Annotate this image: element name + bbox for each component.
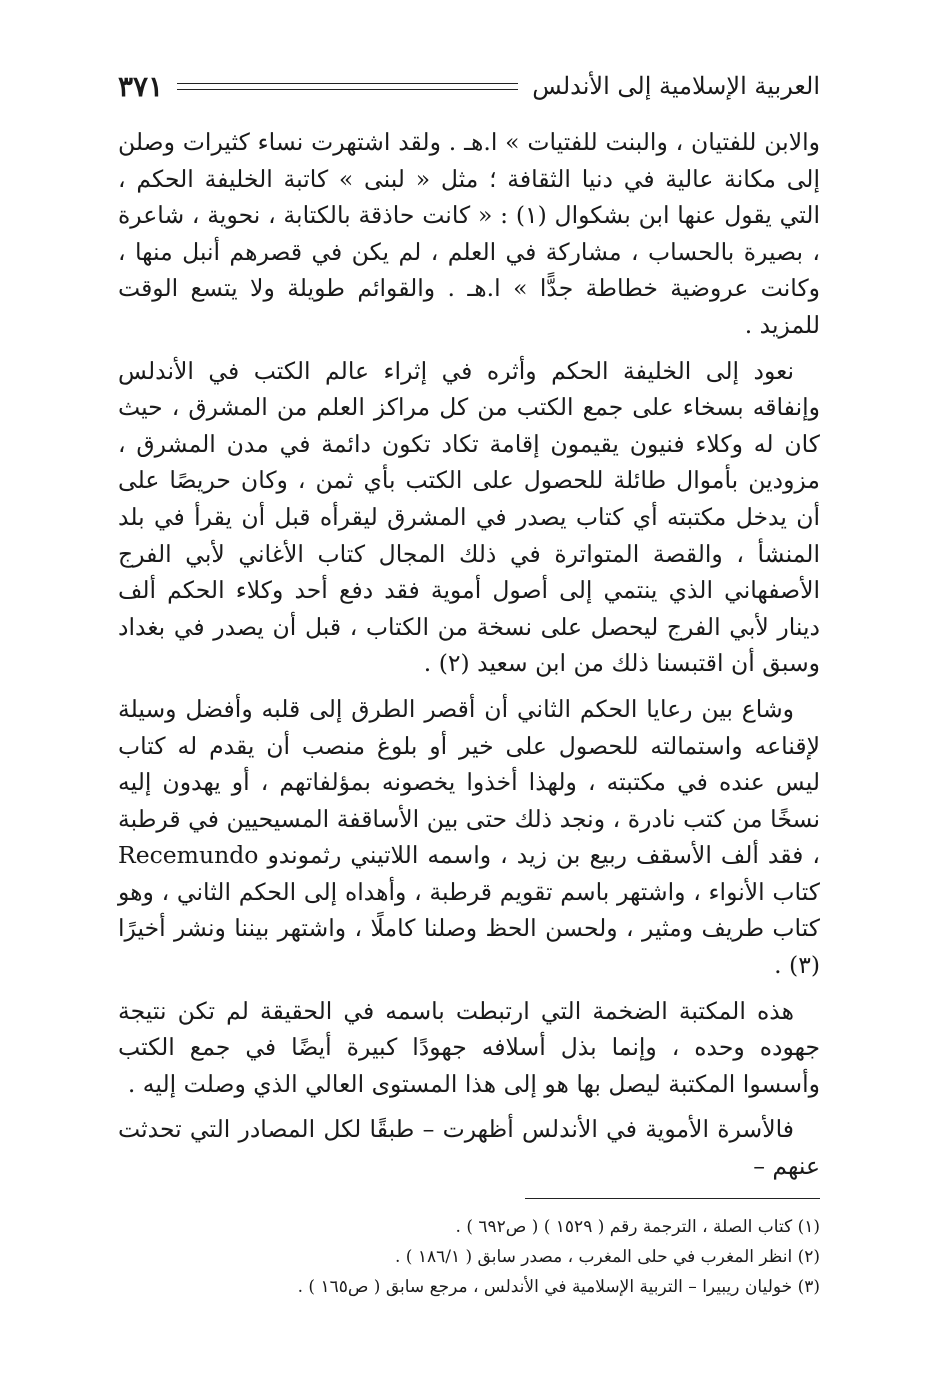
footnote: (٣) خوليان ريبيرا – التربية الإسلامية في الأندلس ، مرجع سابق ( ص١٦٥ ) . [297, 1277, 820, 1297]
page-header [118, 66, 820, 106]
paragraph: وشاع بين رعايا الحكم الثاني أن أقصر الطرق إلى قلبه وأفضل وسيلة لإقناعه واستمالته للحصول على خير أو بلوغ منصب أن يقدم له كتاب ليس عنده في مكتبته ، ولهذا أخذوا يخصونه بمؤلفاتهم ، أو يهدون إليه نسخًا من كتب نادرة ، ونجد ذلك حتى بين الأساقفة المسيحيين في قرطبة ، فقد ألف الأسقف ربيع بن زيد ، واسمه اللاتيني رثموندو Recemundo كتاب الأنواء ، واشتهر باسم تقويم قرطبة ، وأهداه إلى الحكم الثاني ، وهو كتاب طريف ومثير ، ولحسن الحظ وصلنا كاملًا ، واشتهر بيننا ونشر أخيرًا (٣) . [118, 694, 820, 980]
page-number: ٣٧١ [118, 69, 164, 103]
footnote: (٢) انظر المغرب في حلى المغرب ، مصدر سابق ( ١٨٦/١ ) . [394, 1247, 820, 1267]
header-rule [177, 83, 518, 90]
body-text [118, 124, 820, 1194]
paragraph: نعود إلى الخليفة الحكم وأثره في إثراء عالم الكتب في الأندلس وإنفاقه بسخاء على جمع الكتب من كل مراكز العلم من المشرق ، حيث كان له وكلاء فنيون يقيمون إقامة تكاد تكون دائمة في مدن المشرق ، مزودين بأموال طائلة للحصول على الكتب بأي ثمن ، وكان حريصًا على أن يدخل مكتبته أي كتاب يصدر في المشرق ليقرأه قبل أن يقرأ في بلد المنشأ ، والقصة المتواترة في ذلك المجال كتاب الأغاني لأبي الفرج الأصفهاني الذي ينتمي إلى أصول أموية فقد دفع أحد وكلاء الحكم ألف دينار لأبي الفرج ليحصل على نسخة من الكتاب ، قبل أن يصدر في بغداد وسبق أن اقتبسنا ذلك من ابن سعيد (٢) . [118, 356, 820, 678]
footnote-separator [525, 1198, 820, 1199]
footnote: (١) كتاب الصلة ، الترجمة رقم ( ١٥٢٩ ) ( ص٦٩٢ ) . [455, 1217, 820, 1237]
footnotes [118, 1212, 820, 1302]
paragraph: هذه المكتبة الضخمة التي ارتبطت باسمه في الحقيقة لم تكن نتيجة جهوده وحده ، وإنما بذل أسلافه جهودًا كبيرة أيضًا في جمع الكتب وأسسوا المكتبة ليصل بها هو إلى هذا المستوى العالي الذي وصلت إليه . [118, 996, 820, 1098]
paragraph: والابن للفتيان ، والبنت للفتيات » ا.هـ . ولقد اشتهرت نساء كثيرات وصلن إلى مكانة عالية في دنيا الثقافة ؛ مثل « لبنى » كاتبة الخليفة الحكم ، التي يقول عنها ابن بشكوال (١) : « كانت حاذقة بالكتابة ، نحوية ، شاعرة ، بصيرة بالحساب ، مشاركة في العلم ، لم يكن في قصرهم أنبل منها ، وكانت عروضية خطاطة جدًّا » ا.هـ . والقوائم طويلة ولا يتسع الوقت للمزيد . [118, 128, 820, 339]
running-title: العربية الإسلامية إلى الأندلس [532, 72, 820, 100]
paragraph: فالأسرة الأموية في الأندلس أظهرت – طبقًا لكل المصادر التي تحدثت عنهم – [118, 1115, 820, 1181]
